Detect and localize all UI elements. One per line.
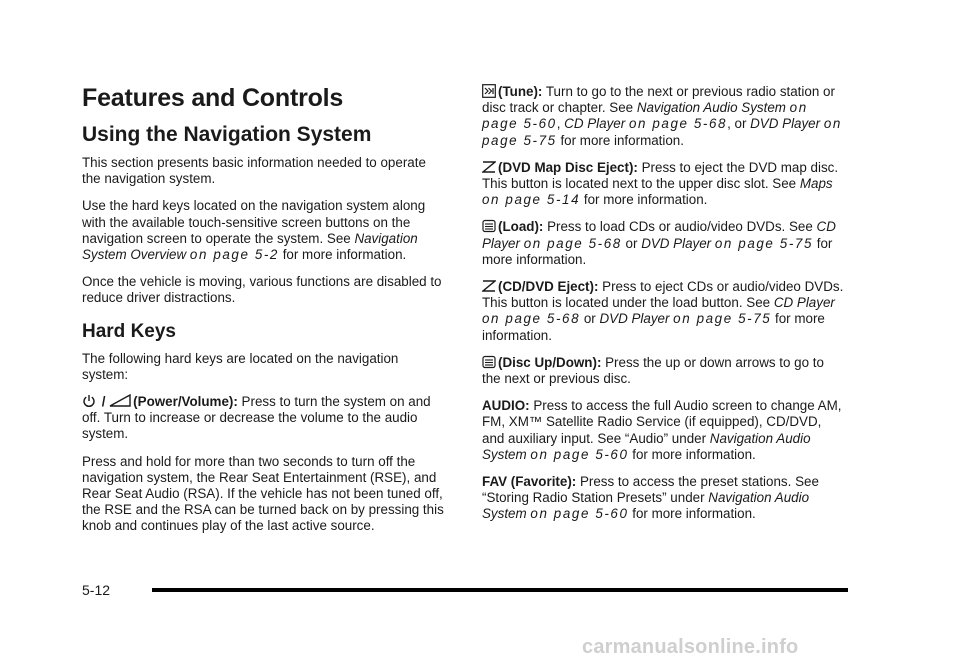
- dvd-map-eject-entry: [482, 160, 846, 209]
- volume-icon: [109, 394, 131, 408]
- favorite-entry: [482, 474, 846, 523]
- paragraph-text: for more information.: [556, 132, 684, 148]
- key-label: (DVD Map Disc Eject):: [498, 159, 638, 175]
- page-reference[interactable]: on page 5-60: [530, 446, 629, 462]
- key-label: AUDIO:: [482, 398, 530, 414]
- paragraph-text: for more information.: [482, 311, 825, 343]
- disc-up-down-entry: [482, 355, 846, 387]
- paragraph-text: for more information.: [278, 247, 407, 263]
- hard-keys-intro: The following hard keys are located on the navigation system:: [82, 350, 399, 382]
- page-reference[interactable]: on page 5-60: [530, 506, 629, 522]
- key-description: Press to access the full Audio screen to change AM, FM, XM™ Satellite Radio Service (if equipped), CD/DVD, and auxiliary input. See “Audio” under: [482, 398, 842, 446]
- page-reference[interactable]: on page 5-2: [189, 247, 279, 263]
- separator: ,: [556, 116, 565, 132]
- intro-paragraph: This section presents basic information needed to operate the navigation system.: [82, 155, 426, 187]
- distraction-paragraph: Once the vehicle is moving, various functions are disabled to reduce driver distractions.: [82, 274, 442, 306]
- power-hold-paragraph: Press and hold for more than two seconds to turn off the navigation system, the Rear Seat Entertainment (RSE), and Rear Seat Audio (RSA). If the vehicle has not been tuned off, the RSE and the RSA can be turned back on by pressing this knob and continues play of the last active source.: [82, 453, 444, 534]
- key-label: (Disc Up/Down):: [498, 354, 602, 370]
- page-reference[interactable]: on page 5-75: [714, 235, 813, 251]
- audio-entry: [482, 398, 846, 463]
- paragraph-text: for more information.: [482, 235, 833, 267]
- left-column: [82, 84, 444, 546]
- hard-keys-usage-paragraph: [82, 198, 444, 263]
- cross-reference-link[interactable]: Maps: [799, 176, 833, 192]
- eject-icon: [482, 160, 496, 174]
- key-description: Press to turn the system on and off. Turn to increase or decrease the volume to the audio system.: [82, 394, 431, 442]
- cross-reference-link[interactable]: DVD Player: [750, 116, 821, 132]
- key-description: Turn to go to the next or previous radio station or disc track or chapter. See: [482, 84, 835, 116]
- paragraph-text: for more information.: [628, 506, 756, 522]
- page-reference[interactable]: on page 5-68: [628, 116, 728, 132]
- page-reference[interactable]: on page 5-75: [673, 311, 772, 327]
- cross-reference-link[interactable]: CD Player: [564, 116, 626, 132]
- page-title: Features and Controls: [82, 84, 344, 112]
- tune-entry: [482, 84, 846, 149]
- page-number: 5-12: [82, 582, 111, 598]
- key-description: Press the up or down arrows to go to the next or previous disc.: [482, 354, 824, 387]
- footer-rule: [152, 588, 848, 592]
- page-reference[interactable]: on page 5-75: [482, 116, 842, 148]
- separator: or: [580, 311, 600, 327]
- key-label: (Tune):: [498, 84, 543, 99]
- paragraph-text: Use the hard keys located on the navigation system along with the available touch-sensitive screen buttons on the navigation screen to operate the system. See: [82, 198, 426, 246]
- key-separator: /: [98, 394, 110, 410]
- cross-reference-link[interactable]: CD Player: [482, 219, 836, 251]
- cross-reference-link[interactable]: Navigation System Overview: [82, 230, 418, 263]
- key-label: (CD/DVD Eject):: [498, 279, 599, 295]
- key-description: Press to access the preset stations. See “Storing Radio Station Presets” under: [482, 474, 819, 506]
- key-description: Press to eject CDs or audio/video DVDs. This button is located under the load button. See: [482, 279, 844, 311]
- load-entry: [482, 219, 846, 268]
- key-description: Press to eject the DVD map disc. This button is located next to the upper disc slot. See: [482, 159, 839, 192]
- key-label: (Power/Volume):: [133, 394, 238, 410]
- power-icon: [82, 394, 96, 408]
- separator: or: [621, 235, 642, 251]
- disc-load-icon: [482, 219, 496, 233]
- cross-reference-link[interactable]: DVD Player: [641, 235, 712, 251]
- cd-dvd-eject-entry: [482, 279, 846, 344]
- seek-icon: [482, 84, 496, 98]
- key-label: (Load):: [498, 219, 544, 235]
- cross-reference-link[interactable]: Navigation Audio System: [482, 430, 811, 462]
- page-reference[interactable]: on page 5-60: [482, 100, 808, 132]
- key-label: FAV (Favorite):: [482, 474, 577, 490]
- paragraph-text: for more information.: [580, 192, 708, 208]
- watermark: carmanualsonline.info: [582, 636, 799, 658]
- cross-reference-link[interactable]: Navigation Audio System: [636, 100, 786, 116]
- subsection-title: Hard Keys: [82, 320, 176, 342]
- right-column: [482, 84, 846, 534]
- key-description: Press to load CDs or audio/video DVDs. See: [543, 219, 817, 235]
- cross-reference-link[interactable]: DVD Player: [599, 311, 670, 327]
- power-volume-entry: [82, 394, 444, 443]
- paragraph-text: for more information.: [628, 446, 756, 462]
- page-reference[interactable]: on page 5-68: [523, 235, 622, 251]
- eject-icon: [482, 279, 496, 293]
- disc-select-icon: [482, 355, 496, 369]
- page-reference[interactable]: on page 5-68: [482, 311, 581, 327]
- cross-reference-link[interactable]: CD Player: [773, 295, 835, 311]
- cross-reference-link[interactable]: Navigation Audio System: [482, 490, 810, 522]
- page-reference[interactable]: on page 5-14: [482, 192, 581, 208]
- separator: , or: [727, 116, 751, 132]
- section-title: Using the Navigation System: [82, 123, 372, 146]
